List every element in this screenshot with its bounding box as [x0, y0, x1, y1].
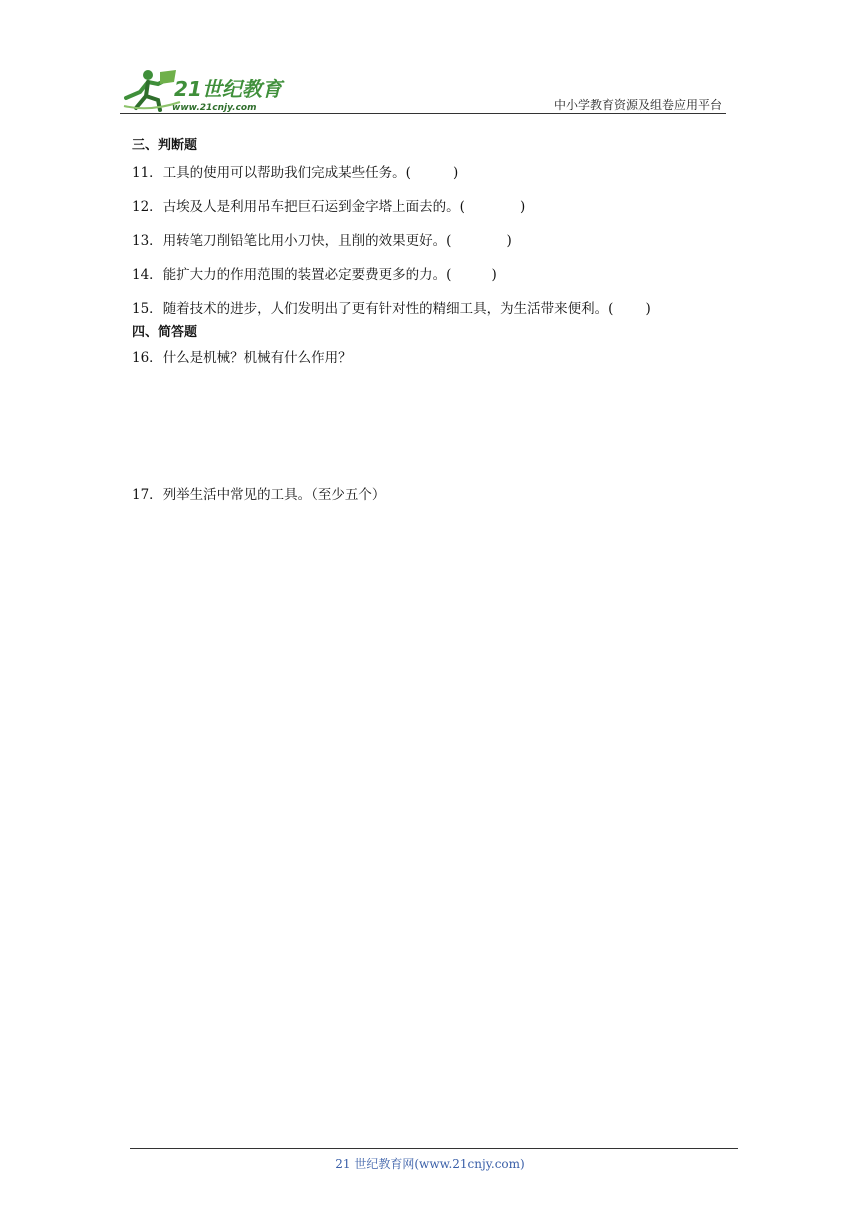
question-number: 16． — [132, 350, 163, 366]
header-divider — [120, 113, 726, 114]
question-number: 11． — [132, 165, 163, 181]
question-number: 14． — [132, 267, 163, 283]
question-number: 12． — [132, 199, 163, 215]
question-12 — [132, 197, 732, 217]
section-title-judge: 三、判断题 — [132, 138, 198, 153]
question-text: 能扩大力的作用范围的装置必定要费更多的力。( — [162, 267, 452, 283]
question-text: 什么是机械？机械有什么作用？ — [162, 350, 352, 366]
answer-close-paren: ) — [519, 199, 526, 215]
question-15 — [132, 299, 732, 319]
logo — [120, 66, 295, 114]
question-content — [132, 136, 732, 505]
question-text: 列举生活中常见的工具。（至少五个） — [162, 487, 386, 503]
question-text: 随着技术的进步，人们发明出了更有针对性的精细工具，为生活带来便利。( — [162, 301, 614, 317]
question-14 — [132, 265, 732, 285]
question-number: 15． — [132, 301, 163, 317]
question-text: 工具的使用可以帮助我们完成某些任务。( — [162, 165, 411, 181]
answer-close-paren: ) — [506, 233, 512, 249]
footer-link[interactable]: 21 世纪教育网(www.21cnjy.com) — [335, 1157, 525, 1171]
answer-close-paren: ) — [452, 165, 459, 181]
page-header — [120, 62, 726, 114]
question-16 — [132, 348, 732, 368]
question-number: 17． — [132, 487, 163, 503]
footer-divider — [130, 1148, 738, 1149]
section-title-short-answer: 四、简答题 — [132, 325, 198, 340]
answer-close-paren: ) — [645, 301, 651, 317]
logo-url: www.21cnjy.com — [172, 103, 257, 113]
question-text: 古埃及人是利用吊车把巨石运到金字塔上面去的。( — [162, 199, 465, 215]
question-11 — [132, 163, 732, 183]
question-number: 13． — [132, 233, 163, 249]
question-text: 用转笔刀削铅笔比用小刀快，且削的效果更好。( — [162, 233, 452, 249]
question-17 — [132, 485, 732, 505]
question-13 — [132, 231, 732, 251]
logo-text: 21世纪教育 — [174, 77, 282, 101]
answer-close-paren: ) — [491, 267, 497, 283]
platform-tagline: 中小学教育资源及组卷应用平台 — [553, 98, 722, 112]
